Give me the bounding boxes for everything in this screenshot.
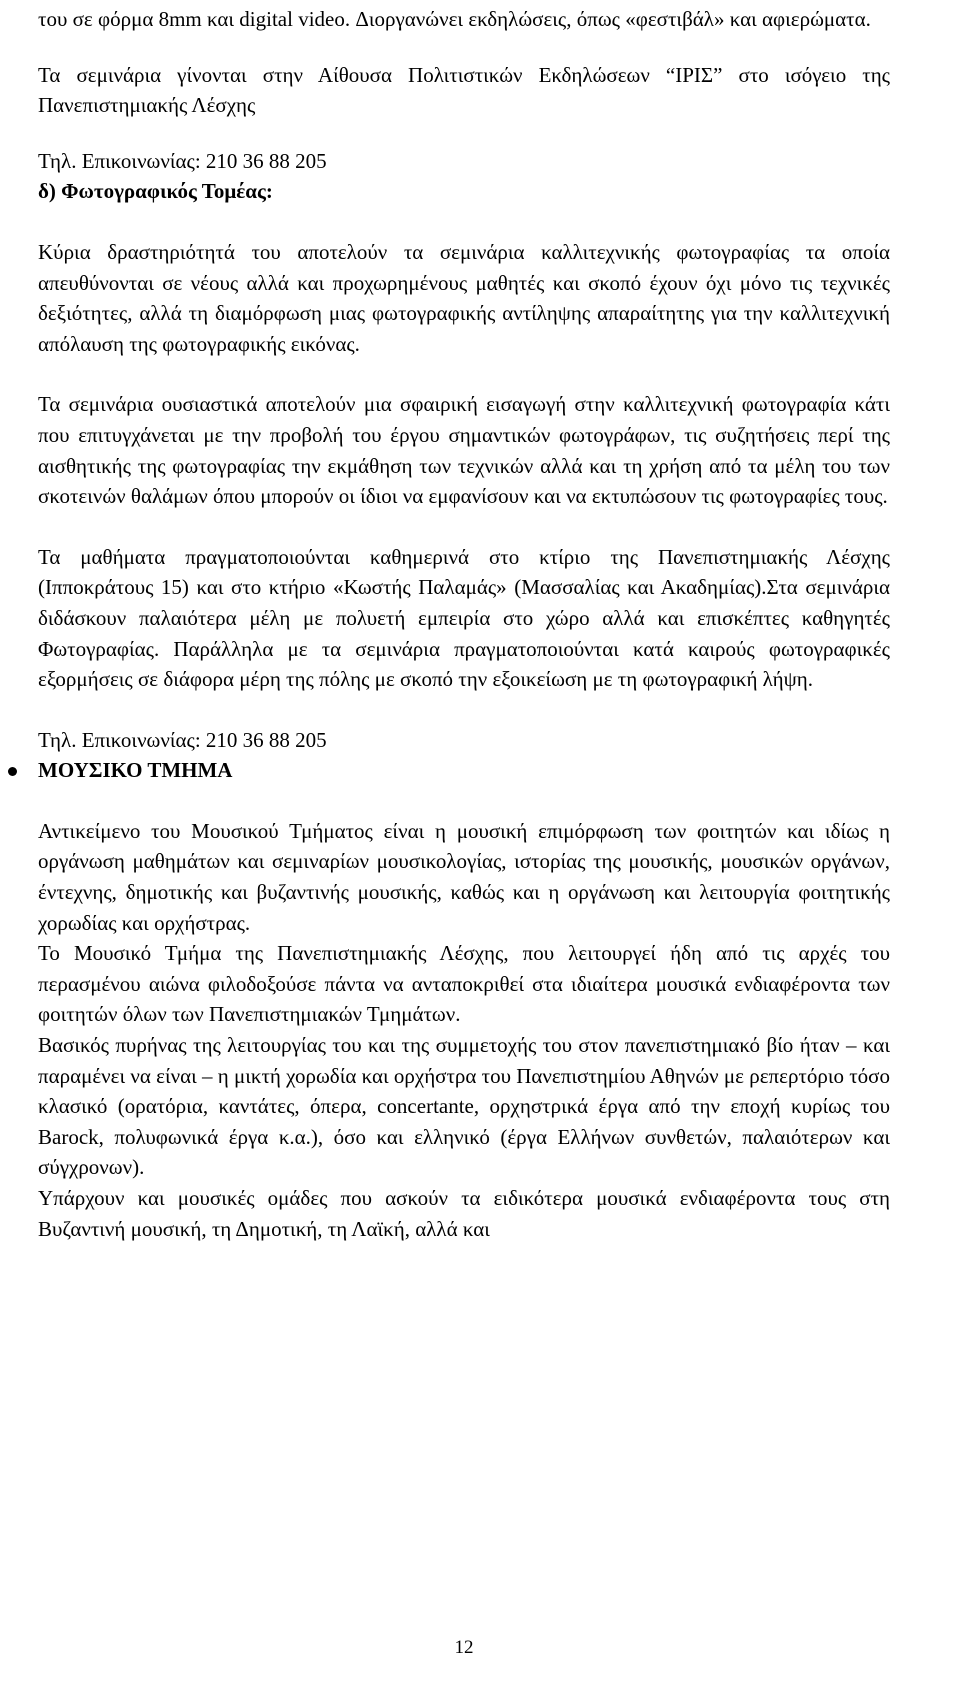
music-section-heading bbox=[38, 755, 890, 786]
contact-phone-1: Τηλ. Επικοινωνίας: 210 36 88 205 bbox=[38, 148, 327, 173]
paragraph-venue: Τα σεμινάρια γίνονται στην Αίθουσα Πολιτιστικών Εκδηλώσεων “ΙΡΙΣ” στο ισόγειο της Πανεπιστημιακής Λέσχης bbox=[38, 62, 890, 118]
paragraph-music-3: Βασικός πυρήνας της λειτουργίας του και της συμμετοχής του στον πανεπιστημιακό βίο ήταν – και παραμένει να είναι – η μικτή χορωδία και ορχήστρα του Πανεπιστημίου Αθηνών με ρεπερτόριο τόσο κλασικό (ορατόρια, καντάτες, όπερα, concertante, ορχηστρικά έργα από την εποχή κυρίως του Barock, πολυφωνικά έργα κ.α.), όσο και ελληνικό (έργα Ελλήνων συνθετών, παλαιότερων και σύγχρονων). bbox=[38, 1033, 890, 1180]
paragraph-music-2: Το Μουσικό Τμήμα της Πανεπιστημιακής Λέσχης, που λειτουργεί ήδη από τις αρχές του περασμένου αιώνα φιλοδοξούσε πάντα να ανταποκριθεί στα ιδιαίτερα μουσικά ενδιαφέροντα των φοιτητών όλων των Πανεπιστημιακών Τμημάτων. bbox=[38, 941, 890, 1027]
music-heading-text: ΜΟΥΣΙΚΟ ΤΜΗΜΑ bbox=[38, 758, 233, 783]
contact-phone-2: Τηλ. Επικοινωνίας: 210 36 88 205 bbox=[38, 727, 327, 752]
paragraph-photo-1: Κύρια δραστηριότητά του αποτελούν τα σεμινάρια καλλιτεχνικής φωτογραφίας τα οποία απευθύνονται σε νέους αλλά και προχωρημένους μαθητές και σκοπό έχουν όχι μόνο τις τεχνικές δεξιότητες, αλλά τη διαμόρφωση μιας φωτογραφικής αντίληψης απαραίτητης για την καλλιτεχνική απόλαυση της φωτογραφικής εικόνας. bbox=[38, 239, 890, 356]
paragraph-music-1: Αντικείμενο του Μουσικού Τμήματος είναι η μουσική επιμόρφωση των φοιτητών και ιδίως η οργάνωση μαθημάτων και σεμιναρίων μουσικολογίας, ιστορίας της μουσικής, μουσικών οργάνων, έντεχνης, δημοτικής και βυζαντινής μουσικής, καθώς και η οργάνωση και λειτουργία φοιτητικής χορωδίας και ορχήστρας. bbox=[38, 818, 890, 935]
bullet-icon bbox=[8, 767, 17, 776]
photo-section-heading: δ) Φωτογραφικός Τομέας: bbox=[38, 179, 273, 204]
document-page bbox=[38, 0, 890, 1658]
paragraph-photo-2: Τα σεμινάρια ουσιαστικά αποτελούν μια σφαιρική εισαγωγή στην καλλιτεχνική φωτογραφία κάτι που επιτυγχάνεται με την προβολή του έργου σημαντικών φωτογράφων, τις συζητήσεις περί της αισθητικής της φωτογραφίας την εκμάθηση των τεχνικών αλλά και τη χρήση από τα μέλη του των σκοτεινών θαλάμων όπου μπορούν οι ίδιοι να εμφανίσουν και να εκτυπώσουν τις φωτογραφίες τους. bbox=[38, 392, 890, 509]
paragraph-continuation: του σε φόρμα 8mm και digital video. Διοργανώνει εκδηλώσεις, όπως «φεστιβάλ» και αφιερώματα. bbox=[38, 7, 871, 31]
page-number: 12 bbox=[454, 1637, 474, 1658]
paragraph-photo-3: Τα μαθήματα πραγματοποιούνται καθημερινά στο κτίριο της Πανεπιστημιακής Λέσχης (Ιπποκράτους 15) και στο κτήριο «Κωστής Παλαμάς» (Μασσαλίας και Ακαδημίας).Στα σεμινάρια διδάσκουν παλαιότερα μέλη με πολυετή εμπειρία στο χώρο αλλά και επισκέπτες καθηγητές Φωτογραφίας. Παράλληλα με τα σεμινάρια πραγματοποιούνται κατά καιρούς φωτογραφικές εξορμήσεις σε διάφορα μέρη της πόλης με σκοπό την εξοικείωση με τη φωτογραφική λήψη. bbox=[38, 544, 890, 692]
paragraph-music-4: Υπάρχουν και μουσικές ομάδες που ασκούν τα ειδικότερα μουσικά ενδιαφέροντα τους στη Βυζαντινή μουσική, τη Δημοτική, τη Λαϊκή, αλλά και bbox=[38, 1186, 890, 1241]
